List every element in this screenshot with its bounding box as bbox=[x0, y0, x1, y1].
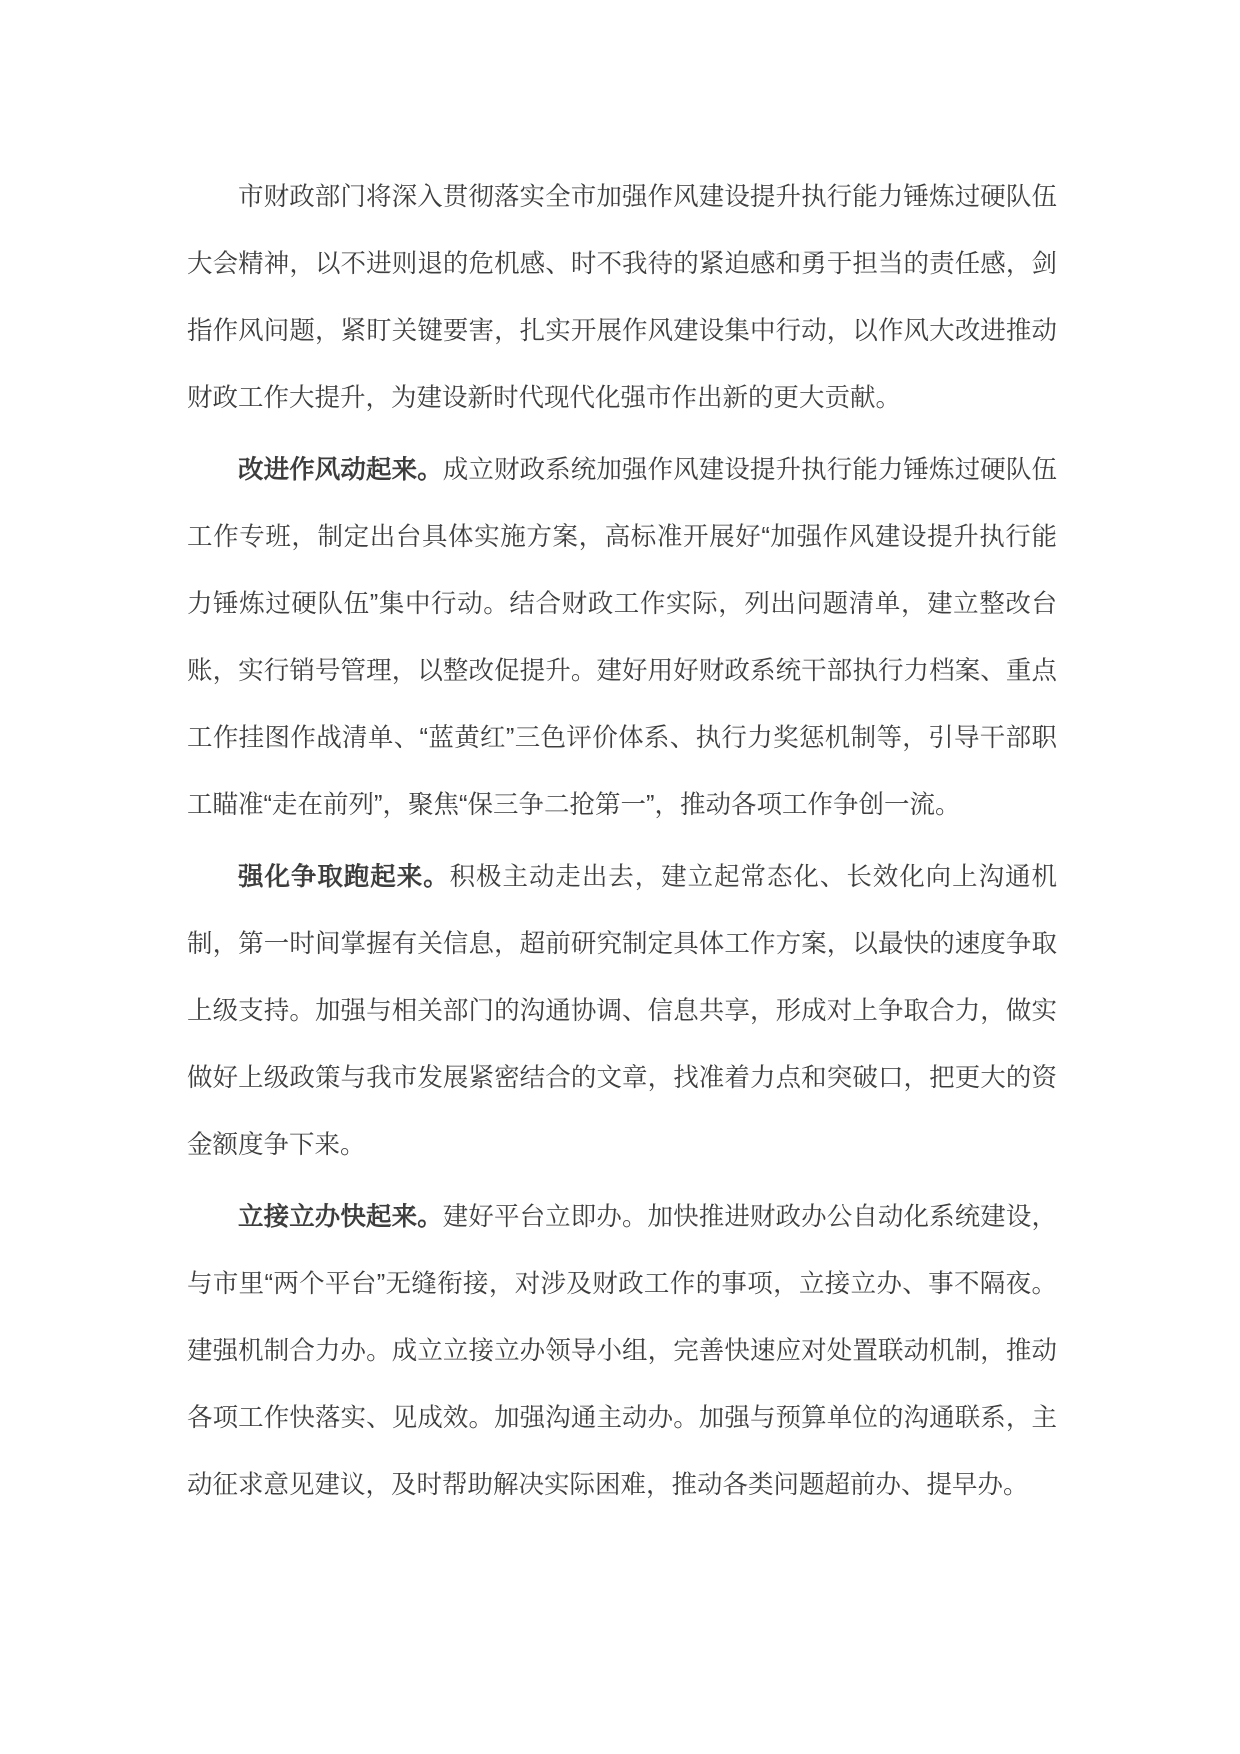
paragraph bbox=[187, 164, 1057, 432]
paragraph bbox=[187, 1184, 1057, 1519]
paragraph-lead: 立接立办快起来。 bbox=[238, 1203, 443, 1231]
paragraph bbox=[187, 844, 1057, 1179]
paragraph-lead: 改进作风动起来。 bbox=[238, 456, 443, 484]
paragraph-body: 市财政部门将深入贯彻落实全市加强作风建设提升执行能力锤炼过硬队伍大会精神，以不进则退的危机感、时不我待的紧迫感和勇于担当的责任感，剑指作风问题，紧盯关键要害，扎实开展作风建设集中行动，以作风大改进推动财政工作大提升，为建设新时代现代化强市作出新的更大贡献。 bbox=[187, 183, 1057, 412]
paragraph bbox=[187, 437, 1057, 839]
paragraph-body: 积极主动走出去，建立起常态化、长效化向上沟通机制，第一时间掌握有关信息，超前研究制定具体工作方案，以最快的速度争取上级支持。加强与相关部门的沟通协调、信息共享，形成对上争取合力，做实做好上级政策与我市发展紧密结合的文章，找准着力点和突破口，把更大的资金额度争下来。 bbox=[187, 863, 1057, 1159]
document-body-text bbox=[187, 164, 1057, 1524]
paragraph-body: 成立财政系统加强作风建设提升执行能力锤炼过硬队伍工作专班，制定出台具体实施方案，高标准开展好“加强作风建设提升执行能力锤炼过硬队伍”集中行动。结合财政工作实际，列出问题清单，建立整改台账，实行销号管理，以整改促提升。建好用好财政系统干部执行力档案、重点工作挂图作战清单、“蓝黄红”三色评价体系、执行力奖惩机制等，引导干部职工瞄准“走在前列”，聚焦“保三争二抢第一”，推动各项工作争创一流。 bbox=[187, 456, 1057, 819]
paragraph-lead: 强化争取跑起来。 bbox=[238, 863, 450, 891]
paragraph-body: 建好平台立即办。加快推进财政办公自动化系统建设，与市里“两个平台”无缝衔接，对涉及财政工作的事项，立接立办、事不隔夜。建强机制合力办。成立立接立办领导小组，完善快速应对处置联动机制，推动各项工作快落实、见成效。加强沟通主动办。加强与预算单位的沟通联系，主动征求意见建议，及时帮助解决实际困难，推动各类问题超前办、提早办。 bbox=[187, 1203, 1057, 1499]
